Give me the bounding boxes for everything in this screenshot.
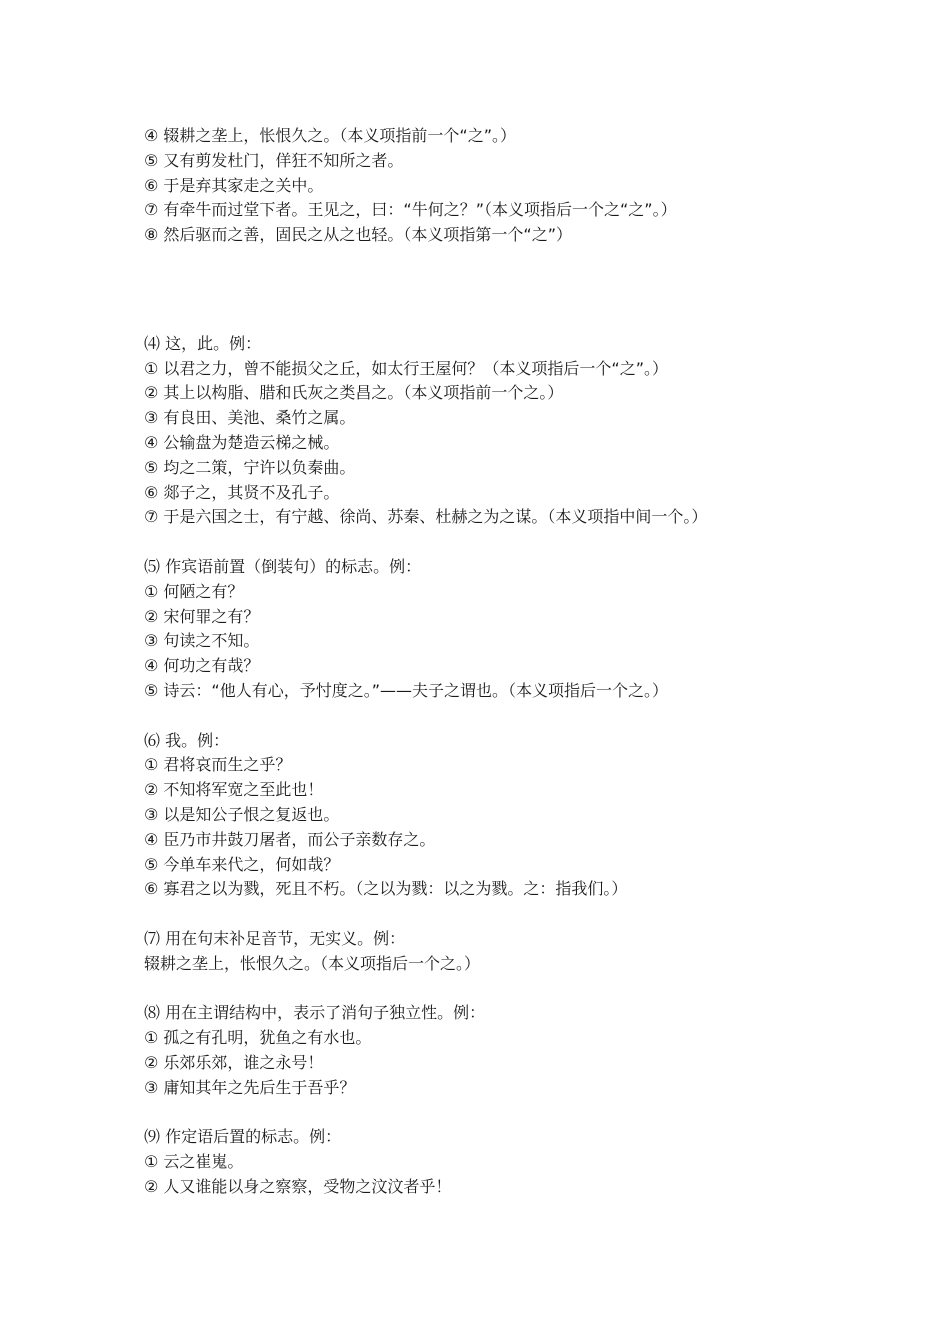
example-line: ⑤ 诗云：“他人有心，予忖度之。”——夫子之谓也。（本义项指后一个之。） [144,680,669,700]
section-4 [144,332,844,530]
example-line: ④ 臣乃市井鼓刀屠者，而公子亲数存之。 [144,829,436,849]
section-5 [144,555,844,704]
example-line: ③ 庸知其年之先后生于吾乎？ [144,1077,356,1097]
example-line: ② 宋何罪之有？ [144,606,260,626]
example-line: ② 人又谁能以身之察察，受物之汶汶者乎！ [144,1176,452,1196]
section-heading: ⑼ 作定语后置的标志。例： [144,1127,342,1147]
example-line: ④ 辍耕之垄上，怅恨久之。（本义项指前一个“之”。） [144,126,517,145]
example-line: ③ 有良田、美池、桑竹之属。 [144,408,356,428]
example-line: ⑦ 有牵牛而过堂下者。王见之，曰：“牛何之？”（本义项指后一个之“之”。） [144,200,677,220]
example-line: ① 以君之力，曾不能损父之丘，如太行王屋何？（本义项指后一个“之”。） [144,358,669,378]
example-line: 辍耕之垄上，怅恨久之。（本义项指后一个之。） [144,953,481,973]
intro-block [144,124,844,248]
spacer [144,1100,844,1125]
section-6 [144,729,844,903]
section-heading: ⑸ 作宾语前置（倒装句）的标志。例： [144,556,422,576]
example-line: ③ 句读之不知。 [144,631,260,651]
example-line: ⑤ 今单车来代之，何如哉？ [144,854,340,874]
example-line: ⑧ 然后驱而之善，固民之从之也轻。（本义项指第一个“之”） [144,225,573,245]
example-line: ④ 公输盘为楚造云梯之械。 [144,432,340,452]
spacer [144,530,844,555]
example-line: ⑥ 郯子之，其贤不及孔子。 [144,482,340,502]
example-line: ③ 以是知公子恨之复返也。 [144,804,340,824]
spacer [144,977,844,1002]
section-7 [144,927,844,977]
example-line: ② 其上以构脂、腊和氏灰之类昌之。（本义项指前一个之。） [144,383,564,403]
example-line: ⑤ 均之二策，宁许以负秦曲。 [144,457,356,477]
example-line: ① 孤之有孔明，犹鱼之有水也。 [144,1028,372,1048]
spacer [144,704,844,729]
example-line: ⑦ 于是六国之士，有宁越、徐尚、苏秦、杜赫之为之谋。（本义项指中间一个。） [144,507,708,527]
example-line: ① 何陋之有？ [144,581,244,601]
example-line: ① 云之崔嵬。 [144,1152,244,1172]
example-line: ② 不知将军宽之至此也！ [144,780,324,800]
section-heading: ⑷ 这，此。例： [144,333,262,353]
example-line: ① 君将哀而生之乎？ [144,755,292,775]
spacer [144,902,844,927]
example-line: ⑥ 寡君之以为戮，死且不朽。（之以为戮：以之为戮。之：指我们。） [144,879,628,899]
example-line: ⑤ 又有剪发杜门，佯狂不知所之者。 [144,150,404,170]
section-9 [144,1125,844,1199]
section-heading: ⑹ 我。例： [144,730,230,750]
section-8 [144,1001,844,1100]
document-body [144,124,844,1200]
spacer [144,307,844,332]
example-line: ④ 何功之有哉？ [144,656,260,676]
section-heading: ⑻ 用在主谓结构中，表示了消句子独立性。例： [144,1003,486,1023]
example-line: ② 乐郊乐郊，谁之永号！ [144,1052,324,1072]
example-line: ⑥ 于是弃其家走之关中。 [144,175,324,195]
spacer [144,248,844,307]
section-heading: ⑺ 用在句末补足音节，无实义。例： [144,928,406,948]
